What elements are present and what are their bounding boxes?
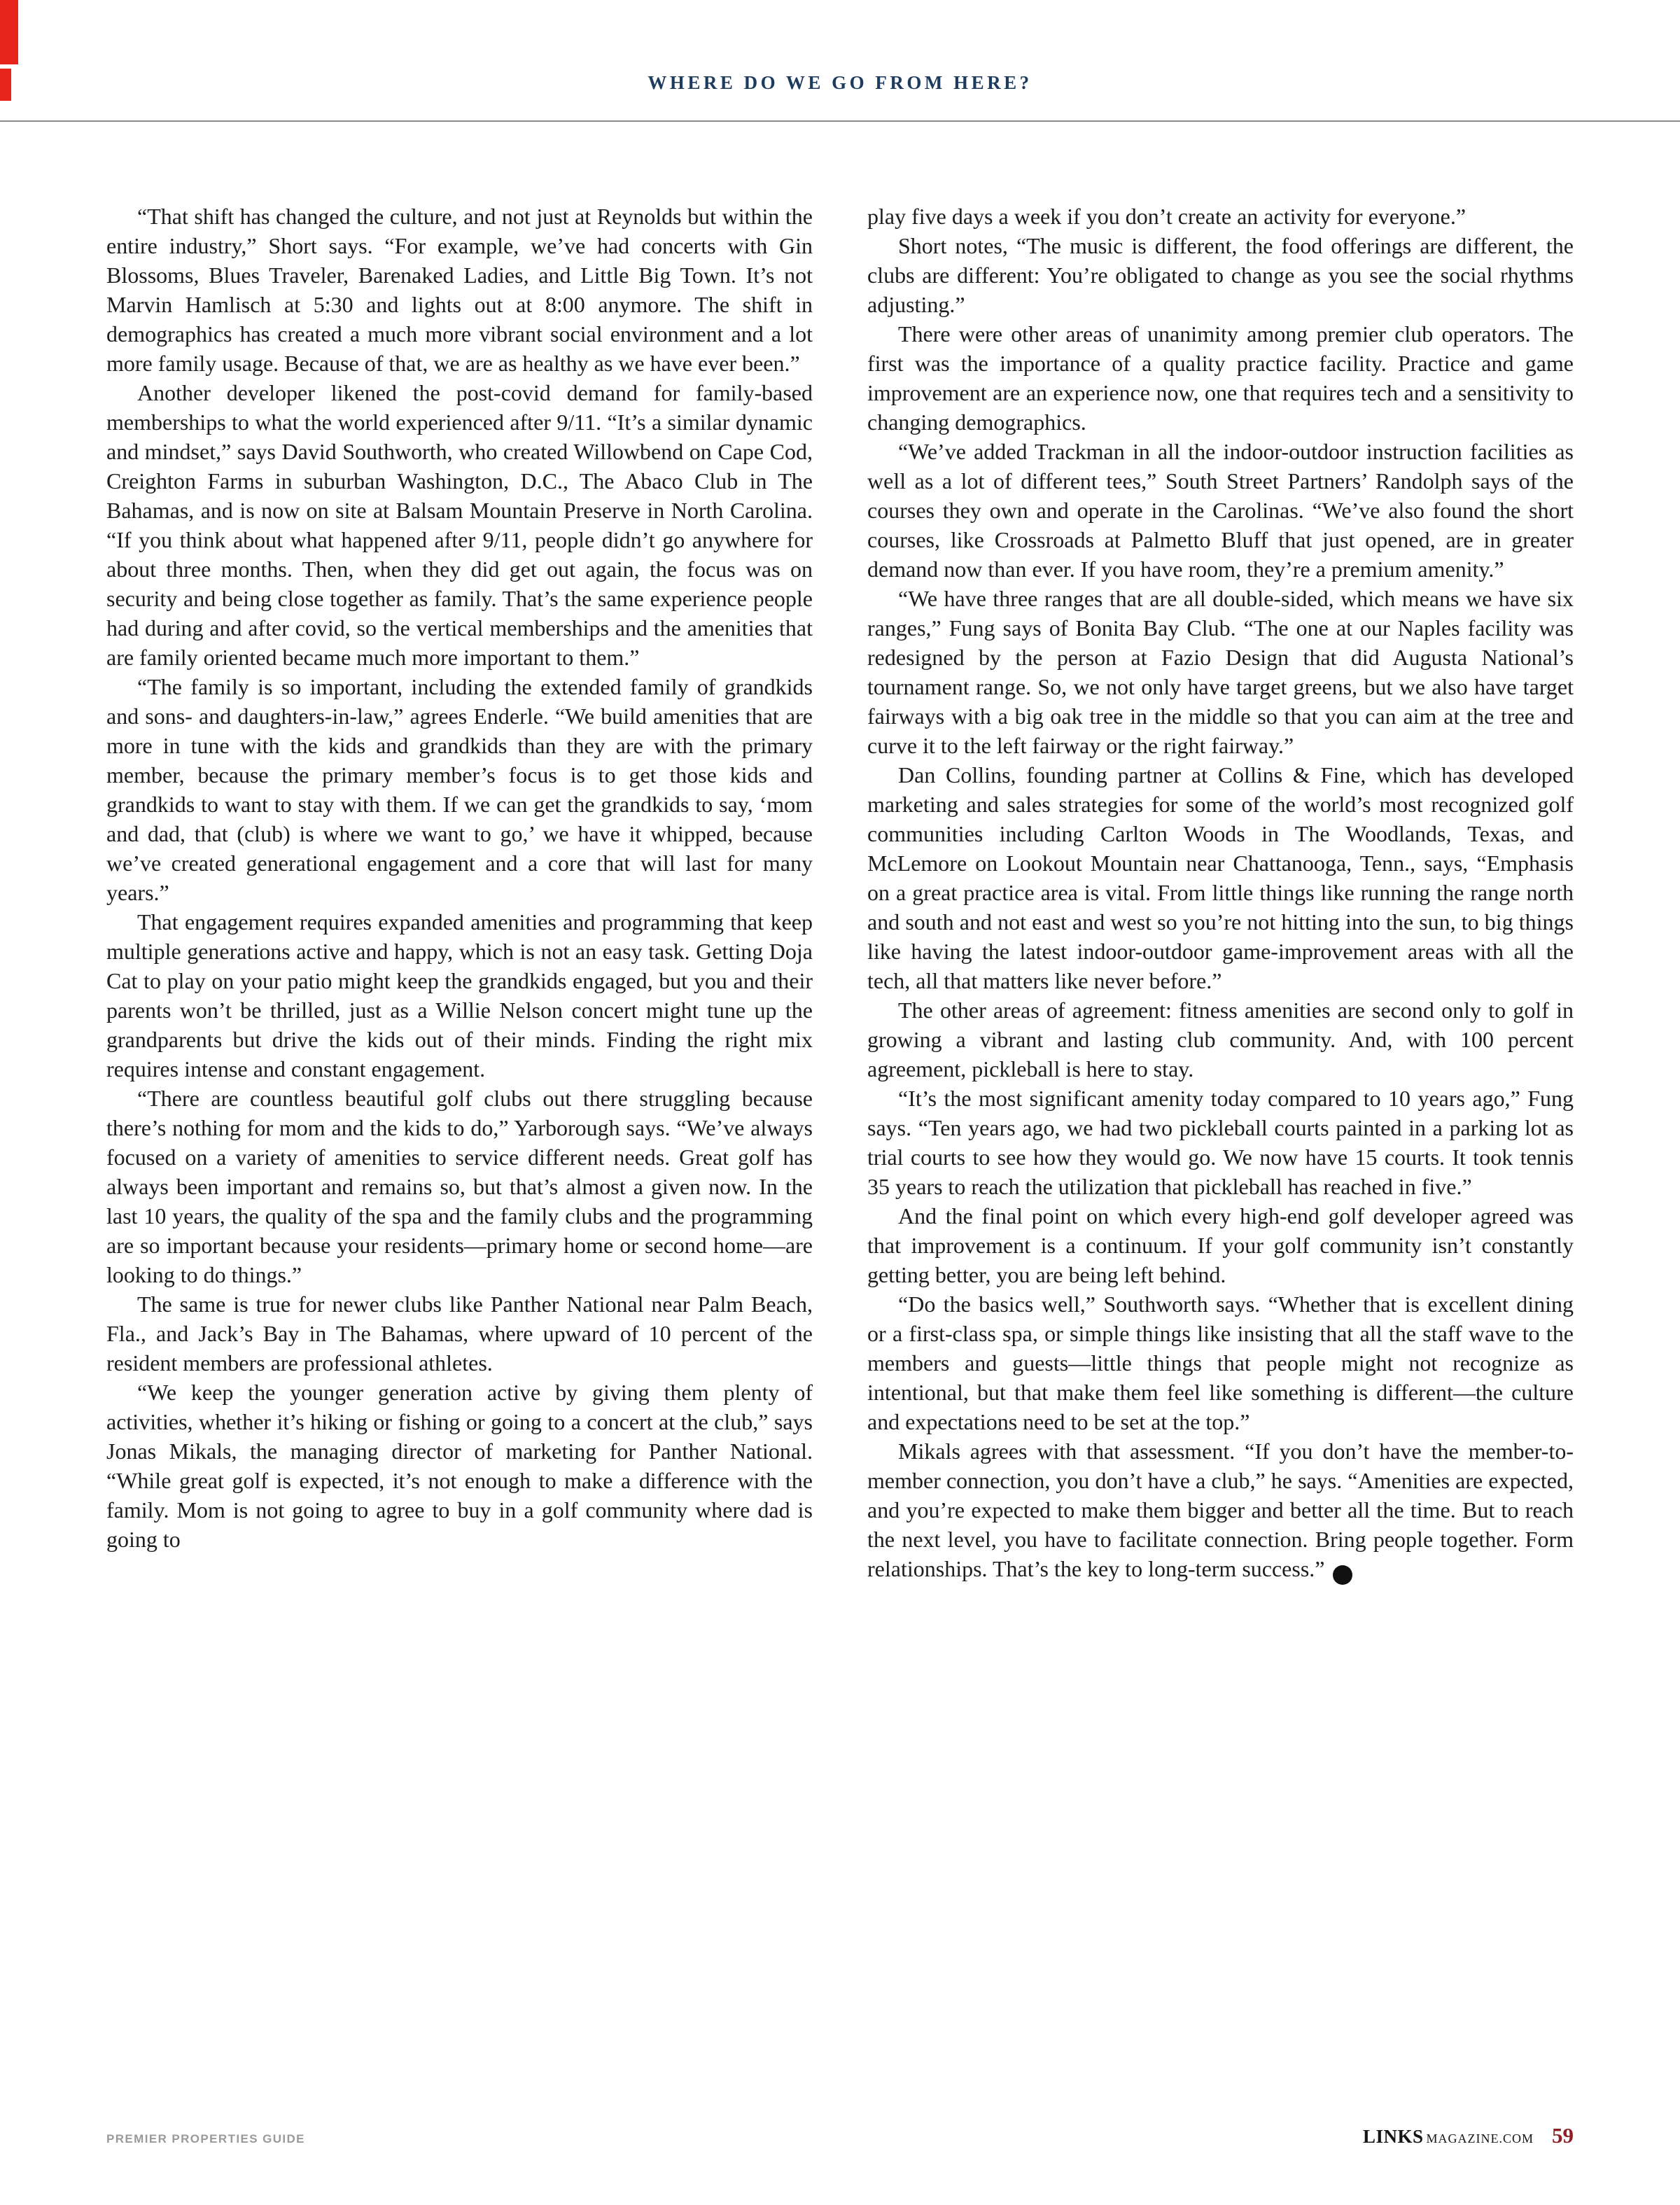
paragraph: Another developer likened the post-covid demand for family-based memberships to what the world experienced after 9/11. “It’s a similar dynamic and mindset,” says David Southworth, who created Willowbend on Cape Cod, Creighton Farms in suburban Washington, D.C., The Abaco Club in The Bahamas, and is now on site at Balsam Mountain Preserve in North Carolina. “If you think about what happened after 9/11, people didn’t go anywhere for about three months. Then, when they did get out again, the focus was on security and being close together as family. That’s the same experience people had during and after covid, so the vertical memberships and the amenities that are family oriented became much more important to them.” <box>106 380 813 670</box>
column-right <box>867 202 1574 1585</box>
paragraph: play five days a week if you don’t create an activity for everyone.” <box>867 204 1466 229</box>
paragraph: “The family is so important, including the extended family of grandkids and sons- and daughters-in-law,” agrees Enderle. “We build amenities that are more in tune with the kids and grandkids than they are with the primary member, because the primary member’s focus is to get those kids and grandkids to want to stay with them. If we can get the grandkids to say, ‘mom and dad, that (club) is where we want to go,’ we have it whipped, because we’ve created generational engagement and a core that will last for many years.” <box>106 674 813 905</box>
header-rule <box>0 120 1680 122</box>
paragraph: “That shift has changed the culture, and not just at Reynolds but within the entire industry,” Short says. “For example, we’ve had concerts with Gin Blossoms, Blues Traveler, Barenaked Ladies, and Little Big Town. It’s not Marvin Hamlisch at 5:30 and lights out at 8:00 anymore. The shift in demographics has created a much more vibrant social environment and a lot more family usage. Because of that, we are as healthy as we have ever been.” <box>106 204 813 376</box>
paragraph: And the final point on which every high-end golf developer agreed was that improvement is a continuum. If your golf community isn’t constantly getting better, you are being left behind. <box>867 1203 1574 1287</box>
article-body <box>106 202 1574 1585</box>
footer-brand-suffix: MAGAZINE.COM <box>1426 2132 1534 2146</box>
column-left <box>106 202 813 1585</box>
article-end-mark-icon: L <box>1333 1565 1352 1585</box>
paragraph: “It’s the most significant amenity today compared to 10 years ago,” Fung says. “Ten years ago, we had two pickleball courts painted in a parking lot as trial courts to see how they would go. We now have 15 courts. It took tennis 35 years to reach the utilization that pickleball has reached in five.” <box>867 1086 1574 1199</box>
page-footer <box>106 2123 1574 2148</box>
paragraph: That engagement requires expanded amenities and programming that keep multiple generations active and happy, which is not an easy task. Getting Doja Cat to play on your patio might keep the grandkids engaged, but you and their parents won’t be thrilled, just as a Willie Nelson concert might tune up the grandparents but drive the kids out of their minds. Finding the right mix requires intense and constant engagement. <box>106 909 813 1082</box>
paragraph: Dan Collins, founding partner at Collins & Fine, which has developed marketing and sales strategies for some of the world’s most recognized golf communities including Carlton Woods in The Woodlands, Texas, and McLemore on Lookout Mountain near Chattanooga, Tenn., says, “Emphasis on a great practice area is vital. From little things like running the range north and south and not east and west so you’re not hitting into the sun, to big things like having the latest indoor-outdoor game-improvement areas with all the tech, all that matters like never before.” <box>867 762 1574 993</box>
running-head-title: WHERE DO WE GO FROM HERE? <box>648 72 1032 93</box>
paragraph: “We keep the younger generation active by giving them plenty of activities, whether it’s hiking or fishing or going to a concert at the club,” says Jonas Mikals, the managing director of marketing for Panther National. “While great golf is expected, it’s not enough to make a difference with the family. Mom is not going to agree to buy in a golf community where dad is going to <box>106 1380 813 1552</box>
paragraph: “There are countless beautiful golf clubs out there struggling because there’s nothing for mom and the kids to do,” Yarborough says. “We’ve always focused on a variety of amenities to service different needs. Great golf has always been important and remains so, but that’s almost a given now. In the last 10 years, the quality of the spa and the family clubs and the programming are so important because your residents—primary home or second home—are looking to do things.” <box>106 1086 813 1287</box>
footer-section-label: PREMIER PROPERTIES GUIDE <box>106 2132 305 2146</box>
paragraph: The same is true for newer clubs like Panther National near Palm Beach, Fla., and Jack’s Bay in The Bahamas, where upward of 10 percent of the resident members are professional athletes. <box>106 1292 813 1376</box>
paragraph: There were other areas of unanimity among premier club operators. The first was the importance of a quality practice facility. Practice and game improvement are an experience now, one that requires tech and a sensitivity to changing demographics. <box>867 321 1574 435</box>
paragraph: Mikals agrees with that assessment. “If you don’t have the member-to-member connection, you don’t have a club,” he says. “Amenities are expected, and you’re expected to make them bigger and better all the time. But to reach the next level, you have to facilitate connection. Bring people together. Form relationships. That’s the key to long-term success.” L <box>867 1436 1574 1585</box>
paragraph: “Do the basics well,” Southworth says. “Whether that is excellent dining or a first-class spa, or simple things like insisting that all the staff wave to the members and guests—little things that people might not recognize as intentional, but that make them feel like something is different—the culture and expectations need to be set at the top.” <box>867 1292 1574 1434</box>
paragraph: “We’ve added Trackman in all the indoor-outdoor instruction facilities as well as a lot of different tees,” South Street Partners’ Randolph says of the courses they own and operate in the Carolinas. “We’ve also found the short courses, like Crossroads at Palmetto Bluff that just opened, are in greater demand now than ever. If you have room, they’re a premium amenity.” <box>867 439 1574 582</box>
bleed-mark-icon <box>0 0 18 64</box>
paragraph: Short notes, “The music is different, the food offerings are different, the clubs are different: You’re obligated to change as you see the social rhythms adjusting.” <box>867 233 1574 317</box>
footer-right <box>1363 2123 1574 2148</box>
page-number: 59 <box>1552 2123 1574 2148</box>
footer-brand: LINKS <box>1362 2126 1424 2147</box>
paragraph: The other areas of agreement: fitness amenities are second only to golf in growing a vibrant and lasting club community. And, with 100 percent agreement, pickleball is here to stay. <box>867 997 1574 1082</box>
paragraph: “We have three ranges that are all double-sided, which means we have six ranges,” Fung says of Bonita Bay Club. “The one at our Naples facility was redesigned by the person at Fazio Design that did Augusta National’s tournament range. So, we not only have target greens, but we also have target fairways with a big oak tree in the middle so that you can aim at the tree and curve it to the left fairway or the right fairway.” <box>867 586 1574 758</box>
